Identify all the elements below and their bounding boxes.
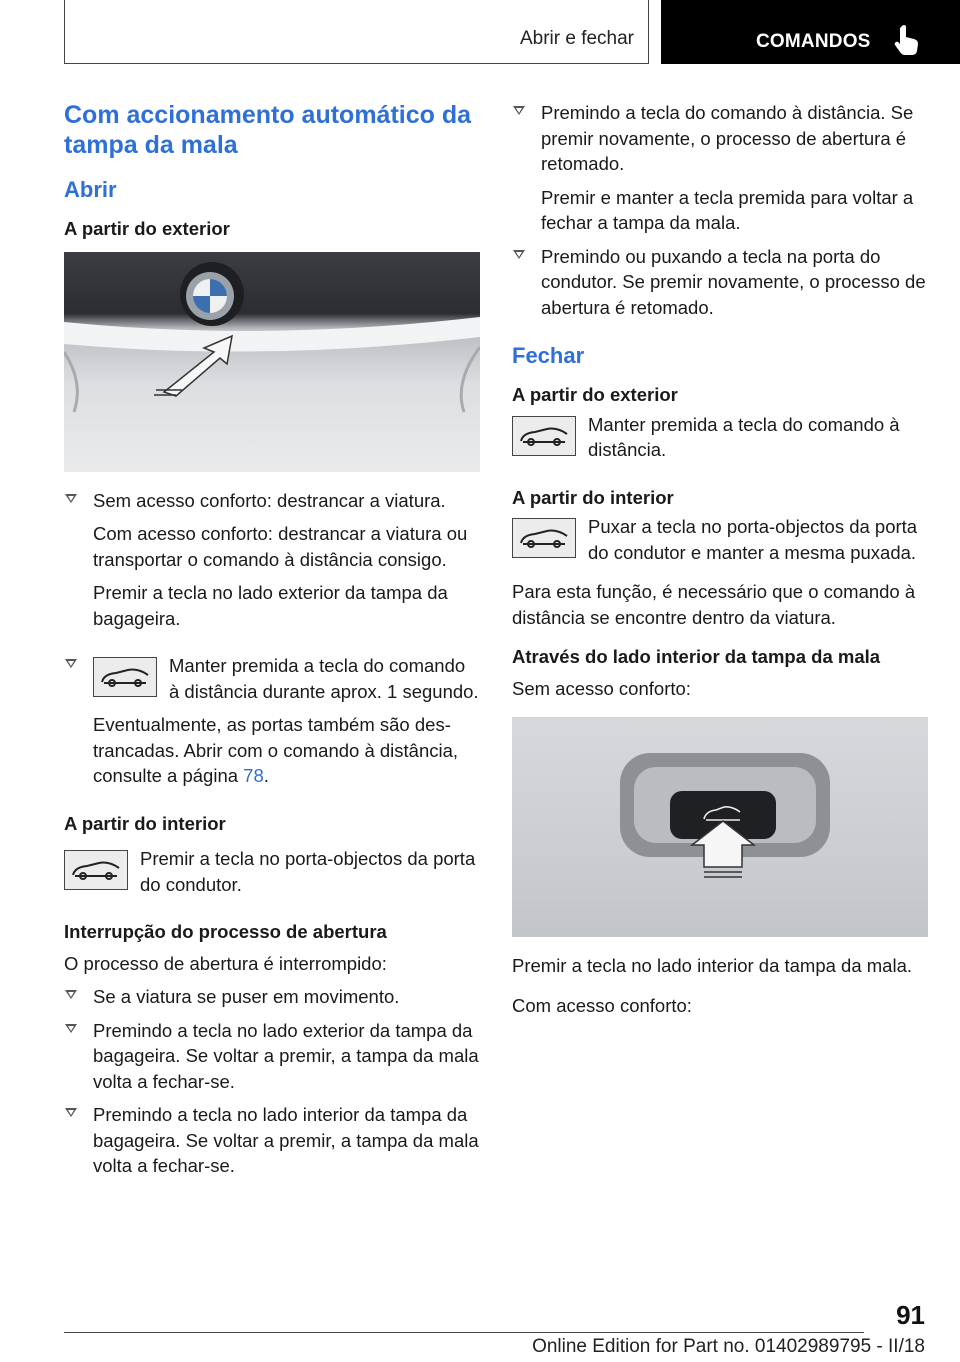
close-interior-row: [512, 514, 928, 573]
list-item: [64, 653, 480, 789]
main-title: Com accionamento automático da tampa da mala: [64, 101, 472, 159]
triangle-bullet-icon: [65, 1108, 77, 1117]
list-item: [64, 984, 480, 1010]
triangle-bullet-icon: [513, 106, 525, 115]
close-exterior-heading: A partir do exterior: [512, 384, 678, 405]
list-item: [512, 100, 928, 236]
with-comfort-text: Com acesso conforto:: [512, 994, 692, 1016]
open-interior-heading: A partir do interior: [64, 812, 226, 834]
close-heading: Fechar: [512, 343, 585, 368]
trunk-open-car-icon: [93, 657, 157, 697]
trunk-open-car-icon: [512, 416, 576, 456]
pointing-hand-icon: [893, 24, 921, 56]
close-exterior-row: [512, 412, 928, 471]
note-text: Para esta função, é necessário que o comando à distância se encontre dentro da viatura.: [512, 581, 916, 628]
bullet-text: Premir e manter a tecla premida para voltar a fechar a tampa da mala.: [541, 186, 914, 233]
section-title: Abrir e fechar: [519, 28, 634, 49]
left-column: [64, 100, 480, 1187]
edition-footer: Online Edition for Part no. 01402989795 - II/18: [532, 1336, 925, 1357]
trunk-open-car-icon: [64, 850, 128, 890]
inside-lid-heading: Através do lado interior da tampa da mala: [512, 646, 881, 667]
trunk-exterior-photo: [64, 252, 480, 472]
interrupt-heading: Interrupção do processo de abertura: [64, 921, 387, 942]
bullet-text: Sem acesso conforto: destrancar a viatura.: [93, 489, 446, 511]
trunk-inside-button-photo: [512, 717, 928, 937]
list-item: [64, 1102, 480, 1179]
triangle-bullet-icon: [65, 1024, 77, 1033]
bullet-text: Premindo a tecla no lado exterior da tampa da bagageira. Se voltar a premir, a tampa da mala volta a fechar-se.: [93, 1019, 479, 1092]
photo-caption: Premir a tecla no lado interior da tampa da mala.: [512, 955, 913, 976]
page-number: 91: [896, 1300, 925, 1330]
bullet-text: Premindo ou puxando a tecla na porta do condutor. Se premir novamente, o processo de abertura é retomado.: [541, 245, 926, 318]
interior-row: [64, 846, 480, 905]
trunk-open-car-icon: [512, 518, 576, 558]
triangle-bullet-icon: [65, 990, 77, 999]
page-link[interactable]: 78: [243, 765, 264, 786]
open-heading: Abrir: [64, 177, 117, 202]
bullet-text: Eventualmente, as portas também são destrancadas. Abrir com o comando à distância, consulte a página 78.: [93, 714, 459, 786]
triangle-bullet-icon: [513, 250, 525, 259]
triangle-bullet-icon: [65, 494, 77, 503]
list-item: [512, 244, 928, 321]
list-item: [64, 1018, 480, 1095]
bullet-text: Premir a tecla no lado exterior da tampa da bagageira.: [93, 582, 448, 629]
bullet-text: Se a viatura se puser em movimento.: [93, 986, 400, 1007]
right-column: [512, 100, 928, 1026]
close-exterior-text: Manter premida a tecla do comando à distância.: [588, 413, 900, 460]
no-comfort-text: Sem acesso conforto:: [512, 677, 691, 699]
interrupt-intro: O processo de abertura é interrompido:: [64, 952, 387, 974]
close-interior-text: Puxar a tecla no porta-objectos da porta do condutor e manter a mesma puxada.: [588, 516, 918, 563]
triangle-bullet-icon: [65, 659, 77, 668]
close-interior-heading: A partir do interior: [512, 486, 674, 508]
bullet-text: Premindo a tecla no lado interior da tampa da bagageira. Se voltar a premir, a tampa da mala volta a fechar-se.: [93, 1104, 479, 1176]
footer-rule: [64, 1332, 864, 1333]
bullet-text: Com acesso conforto: destrancar a viatura ou transportar o comando à distância consigo.: [93, 523, 468, 570]
bullet-text: Premindo a tecla do comando à distância. Se premir novamente, o processo de abertura é retomado.: [541, 102, 914, 174]
bullet-text: Manter premida a tecla do comando à distância durante aprox. 1 segundo.: [169, 655, 479, 702]
chapter-tab-label: COMANDOS: [756, 31, 871, 52]
list-item: [64, 488, 480, 632]
interior-text: Premir a tecla no porta-objectos da porta do condutor.: [140, 848, 476, 895]
open-exterior-heading: A partir do exterior: [64, 218, 230, 239]
